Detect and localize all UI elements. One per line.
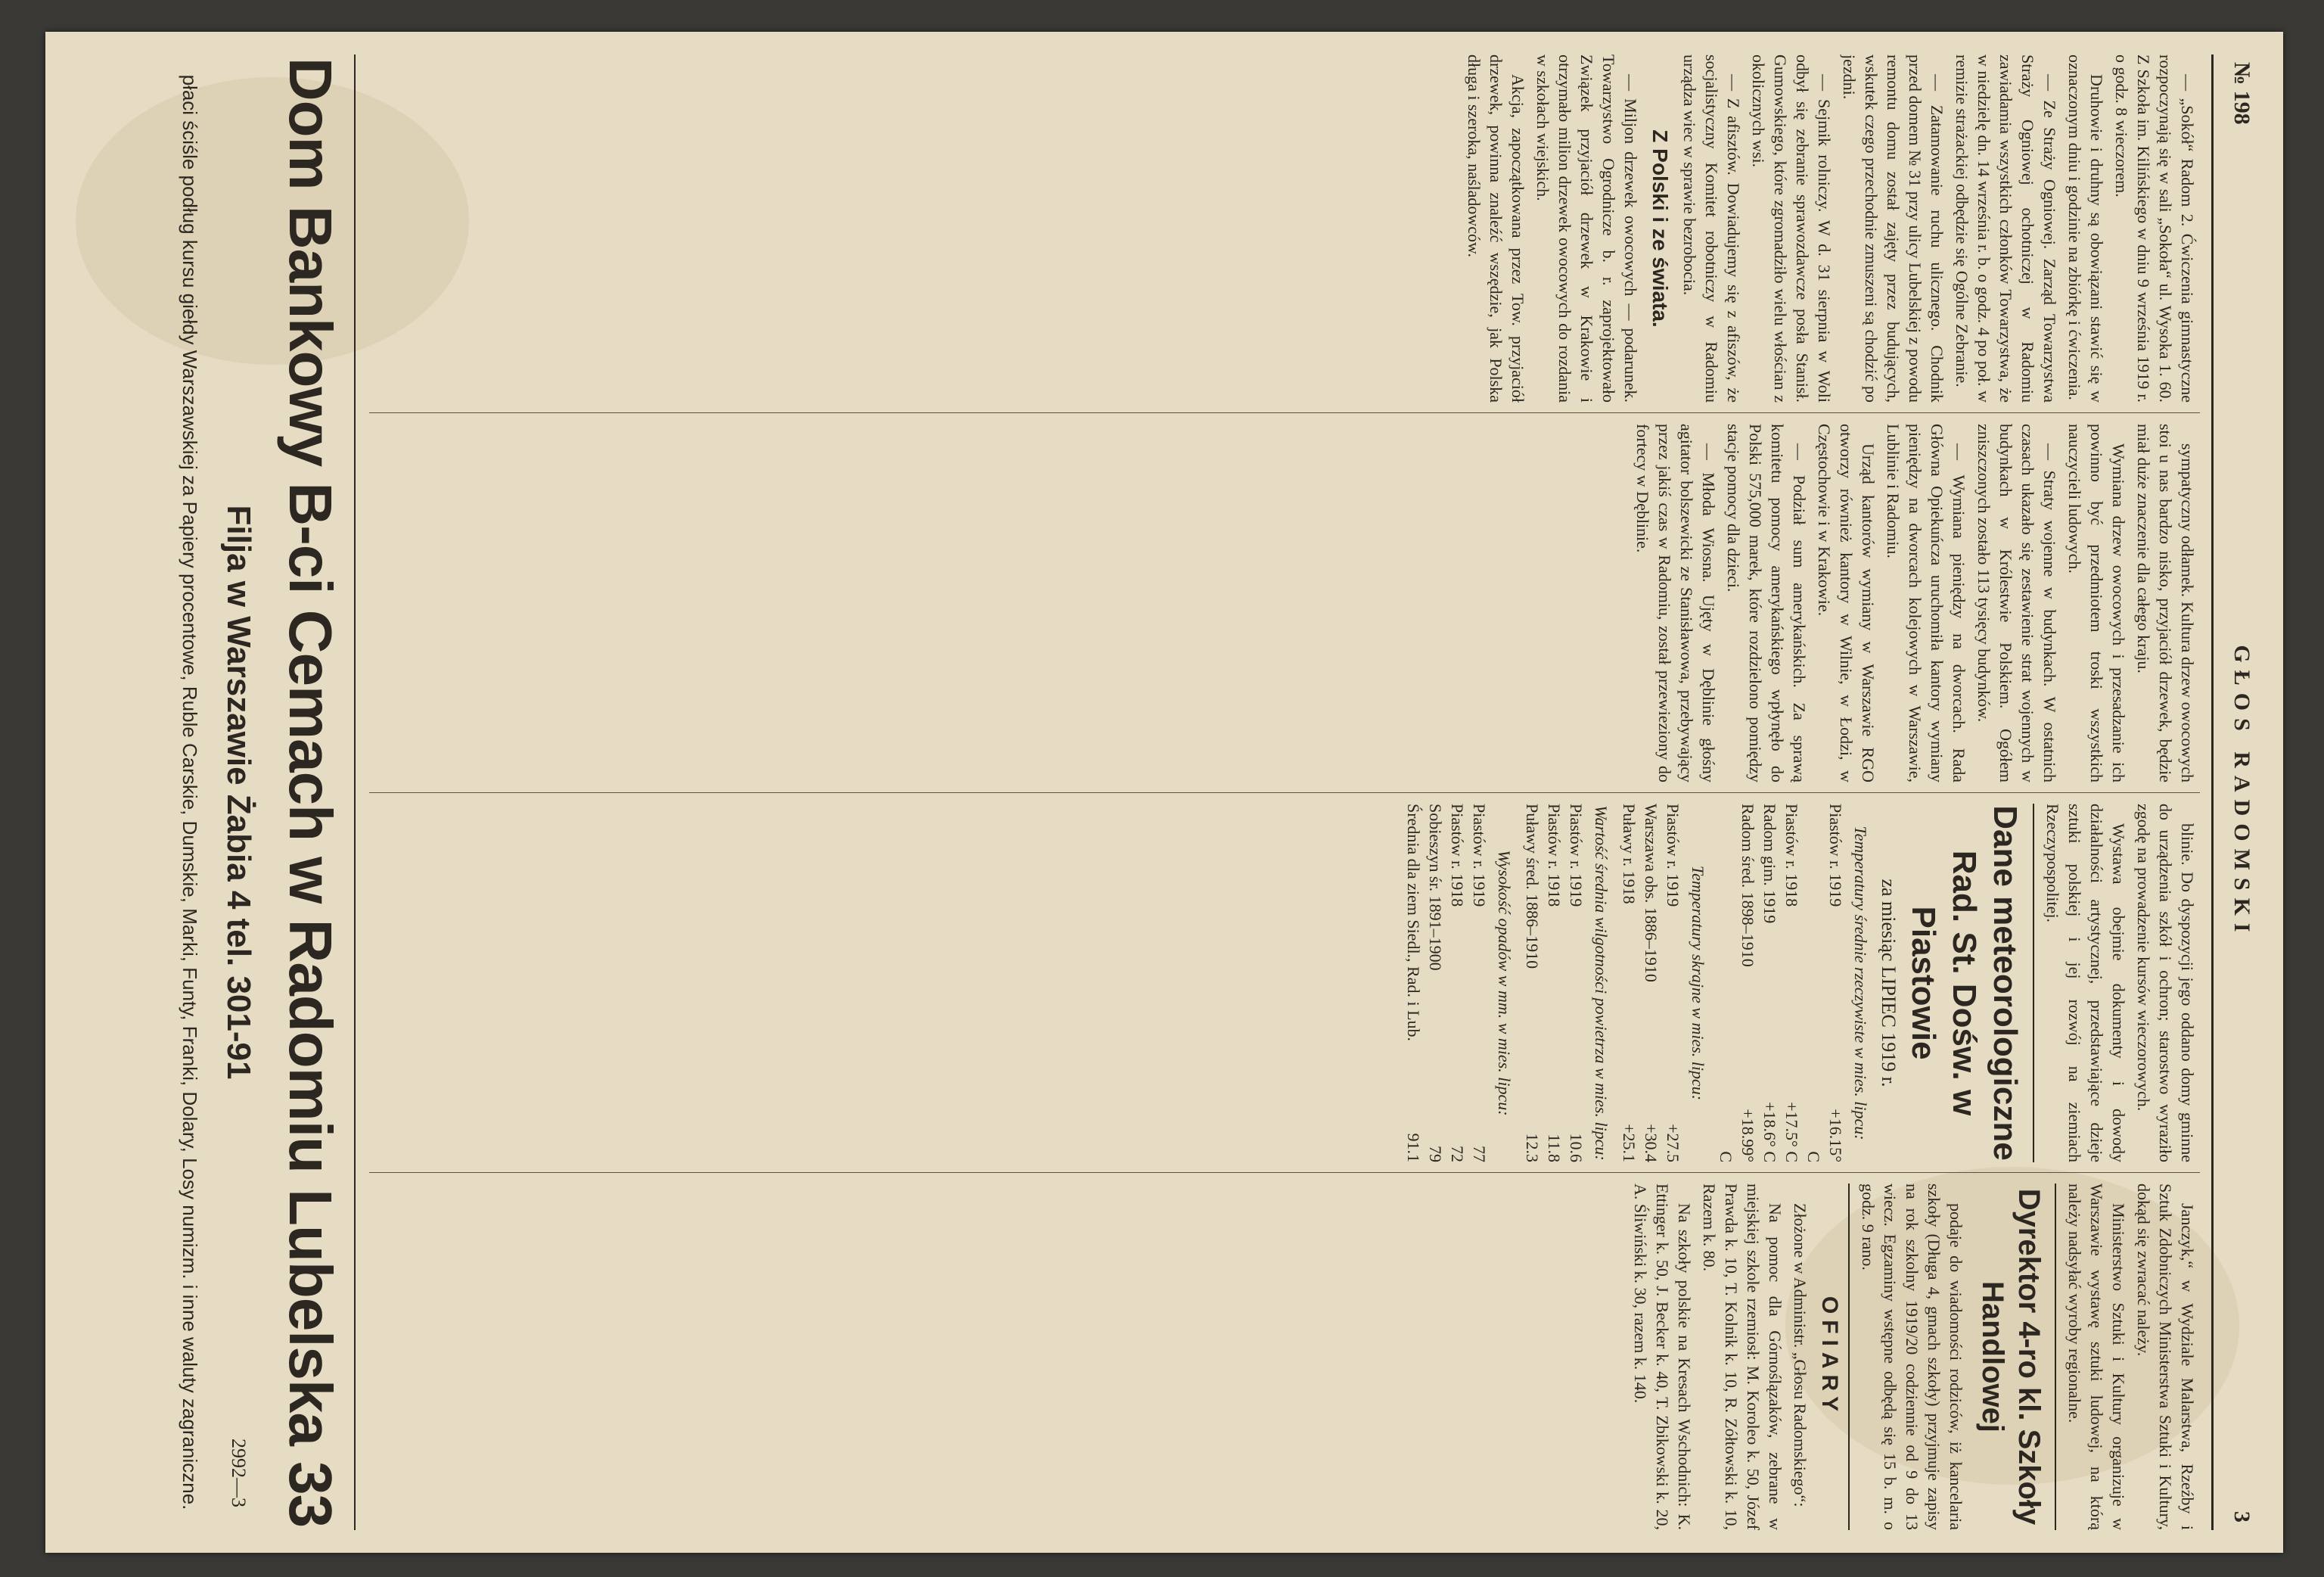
meteo-title: Dane meteorologiczne Rad. St. Dośw. w Piastowie (1905, 805, 2024, 1161)
table-row (1618, 804, 1640, 1162)
article-straty: — Straty wojenne w budynkach. W ostatnich czasach ukazało się zestawienie strat wojennych w budynkach w Królestwie Polskiem. Ogółem zniszczonych zostało 113 tysięcy budynków. (1974, 424, 2059, 782)
header-rule (2211, 54, 2214, 1530)
meteo-subtitle: za miesiąc LIPIEC 1919 r. (1878, 879, 1900, 1087)
newspaper-page (45, 32, 2283, 1553)
row-label: Radom śred. 1898–1910 (1738, 804, 1757, 967)
article-blinie: blinie. Do dyspozycji jego oddano domy gminne do urządzenia szkół i ochron; starostwo wyraziło zgodę na prowadzenie kursów wieczorowych. (2134, 804, 2197, 1162)
meteo-table-3-heading: Wartość średnia wilgotności powietrza w mies. lipcu: (1592, 805, 1611, 1161)
advert-ref-number: 2992—3 (228, 1439, 250, 1507)
advert-details: płaci ściśle podług kursu giełdy Warszawskiej za Papiery procentowe, Ruble Carskie, Dumskie, Marki, Funty, Franki, Dolary, Losy numizm. i inne waluty zagraniczne. (179, 74, 201, 1510)
article-wymiana-drzew: Wymiana drzew owocowych i przesadzanie ich powinno być przedmiotem troski wszystkich nauczycieli ludowych. (2065, 424, 2128, 782)
ofiary-title: OFIARY (1817, 1296, 1842, 1418)
table-row (1403, 804, 1425, 1162)
article-kantory: Urząd kantorów wymiany w Warszawie RGO otworzy również kantory w Wilnie, w Łodzi, w Częstochowie i w Krakowie. (1815, 424, 1878, 782)
table-row (1425, 804, 1446, 1162)
section-heading: Z Polski i ze świata. (1648, 129, 1672, 328)
article-sumy: — Podział sum amerykańskich. Za sprawą komitetu pomocy amerykańskiego wpłynęło do Polski 575,000 marek, które rozdzielono pomiędzy stacje pomocy dla dzieci. (1724, 424, 1809, 782)
row-label: Piastów r. 1919 (1470, 804, 1489, 907)
row-value: 91.1 (1404, 1133, 1423, 1162)
ofiary-intro: Złożone w Administr. „Głosu Radomskiego“: (1791, 1203, 1810, 1507)
row-label: Radom gim. 1919 (1760, 804, 1779, 924)
row-value: +18.99° C (1717, 1109, 1757, 1162)
row-label: Piastów r. 1919 (1826, 804, 1845, 907)
row-label: Sobieszyn śr. 1891–1900 (1426, 804, 1445, 971)
article-column-1 (368, 54, 2198, 403)
column-divider (369, 1172, 2200, 1173)
row-value: +27.5 (1664, 1124, 1682, 1162)
article-sokol-cont: Druhowie i druhny są obowiązani stawić się w oznaczonym dniu i godzinie na zbiórkę i ćwiczenia. (2065, 54, 2106, 403)
article-akcja: Akcja, zapoczątkowana przez Tow. przyjaciół drzewek, powinna znaleźć wszędzie, jak Polska długa i szeroka, naśladowców. (1465, 54, 1527, 403)
ofiary-gornoslazacy: Na pomoc dla Górnoślązaków, zebrane w miejskiej szkole rzemiosł: M. Koroleo k. 50, Józef Prawda k. 10, T. Kolnik k. 10, R. Zółtowski k. 10, Razem k. 80. (1700, 1184, 1785, 1530)
table-row (1662, 804, 1684, 1162)
row-label: Piastów r. 1918 (1545, 804, 1564, 907)
row-value: +18.6° C (1760, 1102, 1779, 1162)
article-column-4 (368, 1184, 2198, 1530)
row-label: Średnia dla ziem Siedl., Rad. i Lub. (1404, 804, 1423, 1042)
section-rule (2033, 804, 2034, 1162)
notice-title: Dyrektor 4-ro kl. Szkoły Handlowej (1976, 1188, 2046, 1526)
row-value: 77 (1470, 1146, 1489, 1162)
table-row (1803, 804, 1847, 1162)
article-wiosna: — Młoda Wiosna. Ujęty w Dęblinie głośny agitator bolszewicki ze Stanisławowa, przebywający przez jakiś czas w Radomiu, został przewieziony do fortecy w Dęblinie. (1633, 424, 1718, 782)
advert-bank-title: Dom Bankowy B-ci Cemach w Radomiu Lubelska 33 (277, 57, 344, 1528)
column-divider (369, 412, 2200, 413)
article-column-3 (368, 804, 2198, 1162)
row-label: Piastów r. 1919 (1567, 804, 1586, 907)
article-janczyk: Janczyk,“ w Wydziale Malarstwa, Rzeźby i Sztuk Zdobniczych Ministerstwa Sztuki i Kultury, dokąd się zwracać należy. (2134, 1184, 2197, 1530)
row-label: Piastów r. 1918 (1782, 804, 1801, 907)
article-wystawa: Wystawa obejmie dokumenty i dowody działalności artystycznej, przedstawiające dzieje sztuki polskiej i jej rozwój na ziemiach Rzeczypospolitej. (2043, 804, 2128, 1162)
notice-body: podaje do wiadomości rodziców, iż kancelaria szkoły (Długa 4, gmach szkoły) przyjmuje zapisy na rok szkolny 1919/20 codziennie od 9 do 13 wiecz. Egzaminy wstępne odbędą się 15 b. m. o godz. 9 rano. (1859, 1184, 1965, 1530)
article-miljon: — Miljon drzewek owocowych — podarunek. Towarzystwo Ogrodnicze b. r. zaprojektowało Związek przyjaciół drzewek w Krakowie i otrzymało milion drzewek owocowych do rozdania w szkołach wiejskich. (1533, 54, 1640, 403)
newspaper-title: GŁOS RADOMSKI (2229, 645, 2254, 940)
row-label: Puławy r. 1918 (1620, 804, 1639, 904)
article-afisze: — Z afisztów. Dowiadujemy się z afiszów, że socjalistyczny Komitet robotniczy w Radomiu urządza wiec w sprawie bezrobocia. (1680, 54, 1743, 403)
column-divider (369, 792, 2200, 793)
row-value: 11.8 (1545, 1134, 1564, 1162)
row-label: Warszawa obs. 1886–1910 (1642, 804, 1661, 982)
ofiary-kresy: Na szkoły polskie na Kresach Wschodnich: K. Ettinger k. 50, J. Becker k. 40, T. Zbikowski k. 20, A. Śliwiński k. 30, razem k. 140. (1631, 1184, 1694, 1530)
table-row (1715, 804, 1759, 1162)
meteo-table-1-heading: Temperatury średnie rzeczywiste w mies. lipcu: (1851, 826, 1870, 1140)
row-value: 10.6 (1567, 1133, 1586, 1162)
article-ruch: — Zatamowanie ruchu ulicznego. Chodnik przed domem № 31 przy ulicy Lubelskiej z powodu remontu domu został zajęty przez budujących, wskutek czego przechodnie zmuszeni są chodzić po jezdni. (1840, 54, 1947, 403)
table-row (1543, 804, 1565, 1162)
row-value: +17.5° C (1782, 1102, 1801, 1162)
table-row (1446, 804, 1468, 1162)
row-value: 12.3 (1523, 1133, 1542, 1162)
table-row (1781, 804, 1803, 1162)
advert-rule (354, 54, 356, 1530)
page-number: 3 (2229, 1511, 2254, 1523)
table-row (1565, 804, 1587, 1162)
article-sejmik: — Sejmik rolniczy. W d. 31 sierpnia w Woli odbył się zebranie sprawozdawcze posła Stanisł. Gumowskiego, które zgromadziło wielu włościan z okolicznych wsi. (1749, 54, 1834, 403)
row-label: Piastów r. 1918 (1448, 804, 1467, 907)
row-label: Puławy śred. 1886–1910 (1523, 804, 1542, 969)
table-row (1640, 804, 1662, 1162)
row-value: 79 (1426, 1146, 1445, 1162)
article-ministerstwo: Ministerstwo Sztuki i Kultury organizuje w Warszawie wystawę sztuki ludowej, na którą należy nadsyłać wyroby regionalne. (2065, 1184, 2128, 1530)
table-row (1759, 804, 1781, 1162)
rotated-page-content (45, 32, 2283, 1553)
table-row (1468, 804, 1490, 1162)
table-row (1521, 804, 1543, 1162)
article-wymiana-pieniedzy: — Wymiana pieniędzy na dworcach. Rada Główna Opiekuńcza uruchomiła kantory wymiany pieniędzy na dworcach kolejowych w Warszawie, Lublinie i Radomiu. (1884, 424, 1968, 782)
article-straz: — Ze Straży Ogniowej. Zarząd Towarzystwa Straży Ogniowej ochotniczej w Radomiu zawiadamia wszystkich członków Towarzystwa, że w niedzielę dn. 14 września r. b. o godz. 4 po poł. w remizie strażackiej odbędzie się Ogólne Zebranie. (1953, 54, 2059, 403)
advert-branch: Filja w Warszawie Żabia 4 tel. 301-91 (220, 505, 257, 1080)
meteo-table-4-heading: Wysokość opadów w mm. w mies. lipcu: (1495, 850, 1514, 1116)
article-kultura: sympatyczny odłamek. Kultura drzew owocowych stoi u nas bardzo nisko, przyjaciół drzewek, będzie miał duże znaczenie dla całego kraju. (2134, 424, 2197, 782)
row-label: Piastów r. 1919 (1664, 804, 1682, 907)
section-rule (1848, 1184, 1850, 1530)
row-value: 72 (1448, 1146, 1467, 1162)
issue-number: № 198 (2229, 62, 2254, 125)
section-rule (2055, 1184, 2056, 1530)
row-value: +25.1 (1620, 1124, 1639, 1162)
row-value: +30.4 (1642, 1124, 1661, 1162)
row-value: +16.15° C (1804, 1109, 1845, 1162)
article-sokol: — „Sokół“ Radom 2. Ćwiczenia gimnastyczne rozpoczynają się w sali „Sokoła“ ul. Wysoka 1. 60. Z Szkoła im. Kilińskiego w dniu 9 września 1919 r. o godz. 8 wieczorem. (2112, 54, 2197, 403)
meteo-table-2-heading: Temperatury skrajne w mies. lipcu: (1689, 865, 1707, 1101)
article-column-2 (368, 424, 2198, 782)
